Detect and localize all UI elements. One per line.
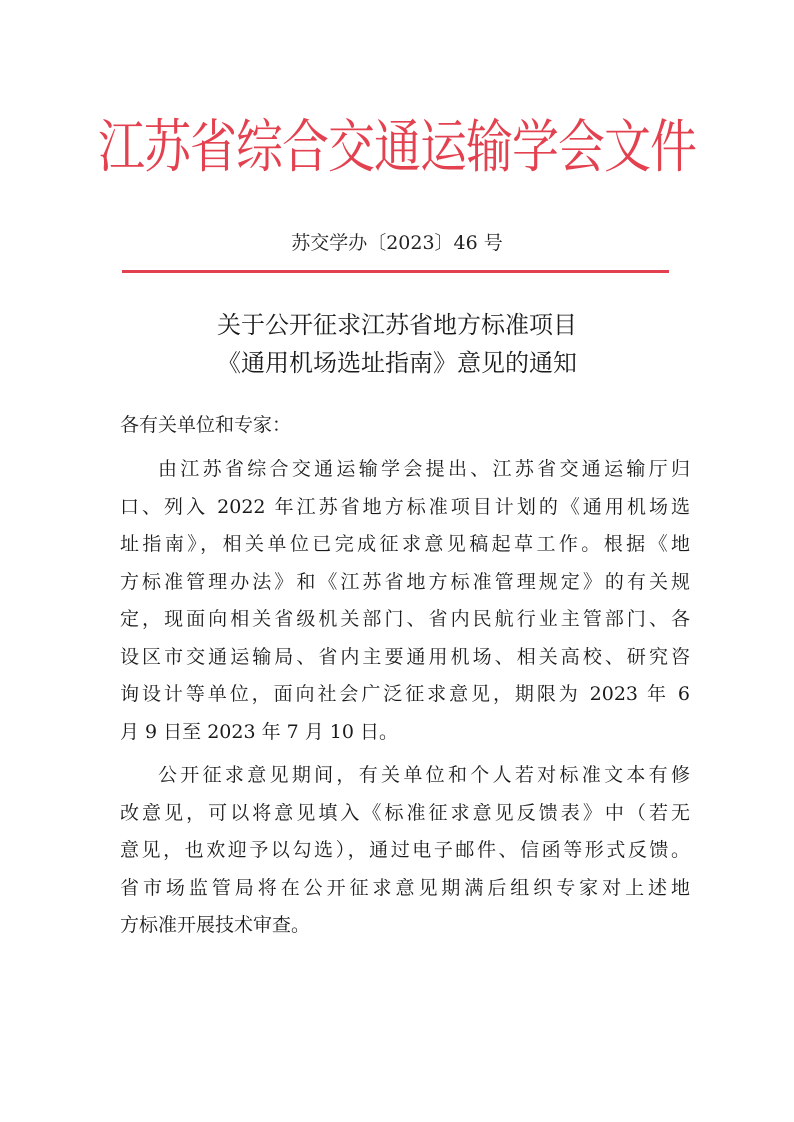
paragraph-1-line: 口、列入 2022 年江苏省地方标准项目计划的《通用机场选 (120, 495, 690, 518)
paragraph-2-line: 省市场监管局将在公开征求意见期满后组织专家对上述地 (120, 876, 690, 899)
document-number: 苏交学办〔2023〕46 号 (291, 232, 503, 254)
paragraph-2-line: 改意见，可以将意见填入《标准征求意见反馈表》中（若无 (120, 801, 690, 824)
paragraph-2-line: 意见，也欢迎予以勾选），通过电子邮件、信函等形式反馈。 (120, 839, 690, 861)
document-header-title: 江苏省综合交通运输学会文件 (98, 113, 696, 181)
paragraph-1-line: 方标准管理办法》和《江苏省地方标准管理规定》的有关规 (120, 570, 690, 593)
paragraph-2-line: 公开征求意见期间，有关单位和个人若对标准文本有修 (158, 764, 690, 786)
paragraph-2-line: 方标准开展技术审查。 (120, 914, 311, 936)
paragraph-1-line: 由江苏省综合交通运输学会提出、江苏省交通运输厅归 (158, 458, 690, 480)
paragraph-1-line: 定，现面向相关省级机关部门、省内民航行业主管部门、各 (120, 608, 690, 630)
paragraph-1-line: 设区市交通运输局、省内主要通用机场、相关高校、研究咨 (120, 645, 690, 668)
paragraph-1-line: 月 9 日至 2023 年 7 月 10 日。 (120, 720, 399, 743)
notice-title-line-1: 关于公开征求江苏省地方标准项目 (217, 311, 577, 339)
notice-title (0, 306, 794, 382)
notice-title-line-2: 《通用机场选址指南》意见的通知 (217, 349, 577, 377)
red-divider-line (122, 270, 669, 273)
salutation: 各有关单位和专家： (120, 414, 292, 436)
paragraph-1-line: 址指南》，相关单位已完成征求意见稿起草工作。根据《地 (120, 533, 690, 555)
notice-body (120, 456, 690, 950)
paragraph-1-line: 询设计等单位，面向社会广泛征求意见，期限为 2023 年 6 (120, 683, 690, 705)
